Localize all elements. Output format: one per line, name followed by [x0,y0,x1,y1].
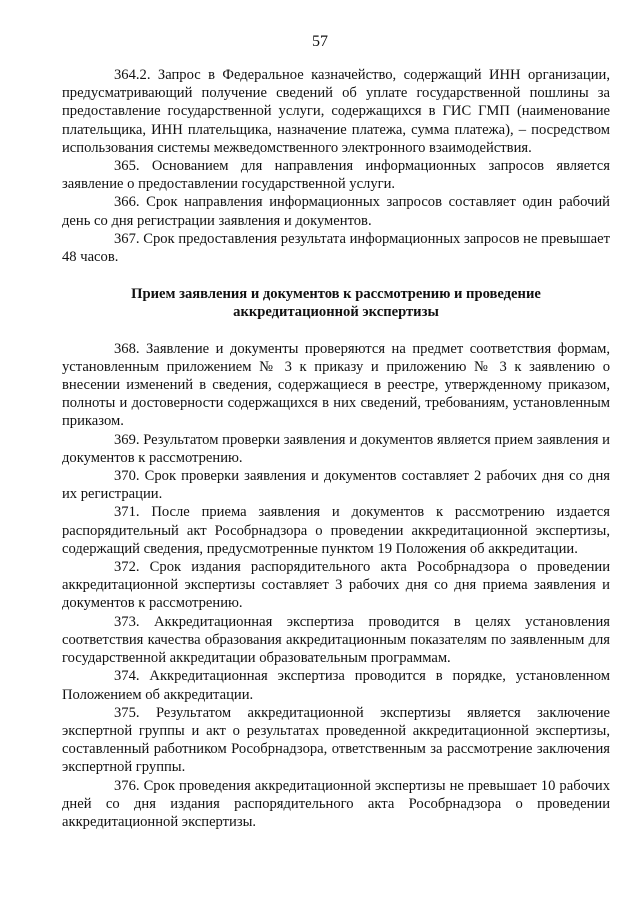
page-number: 57 [312,33,328,50]
paragraph-375: 375. Результатом аккредитационной экспертизы является заключение экспертной группы и акт о результатах проведенной аккредитационной экспертизы, составленный работником Рособрнадзора, ответственным за рассмотрение заключения экспертной группы. [62,704,610,776]
paragraph-367: 367. Срок предоставления результата информационных запросов не превышает 48 часов. [62,230,610,266]
paragraph-365: 365. Основанием для направления информационных запросов является заявление о предоставлении государственной услуги. [62,158,610,193]
paragraph-371: 371. После приема заявления и документов к рассмотрению издается распорядительный акт Рособрнадзора о проведении аккредитационной экспертизы, содержащий сведения, предусмотренные пунктом 19 Положения об аккредитации. [62,504,610,557]
paragraph-373: 373. Аккредитационная экспертиза проводится в целях установления соответствия качества образования аккредитационным показателям по заявленным для государственной аккредитации образовательным программам. [62,613,610,667]
paragraph-370: 370. Срок проверки заявления и документов составляет 2 рабочих дня со дня их регистрации. [62,468,610,503]
paragraph-374: 374. Аккредитационная экспертиза проводится в порядке, установленном Положением об аккредитации. [62,668,610,703]
paragraph-366: 366. Срок направления информационных запросов составляет один рабочий день со дня регистрации заявления и документов. [62,194,610,229]
section-heading: Прием заявления и документов к рассмотрению и проведение аккредитационной экспертизы [131,286,541,321]
document-body [62,66,610,831]
paragraph-369: 369. Результатом проверки заявления и документов является прием заявления и документов к рассмотрению. [62,431,610,466]
paragraph-368: 368. Заявление и документы проверяются на предмет соответствия формам, установленным приложением № 3 к приказу и приложению № 3 к заявлению о внесении изменений в сведения, содержащиеся в реестре, утвержденному приказом, полноты и достоверности содержащихся в них сведений, требованиям, установленным приказом. [62,340,610,430]
paragraph-364-2: 364.2. Запрос в Федеральное казначейство, содержащий ИНН организации, предусматривающий получение сведений об уплате государственной пошлины за предоставление государственной услуги, содержащихся в ГИС ГМП (наименование плательщика, ИНН плательщика, назначение платежа, сумма платежа), – посредством использования системы межведомственного электронного взаимодействия. [62,67,610,156]
paragraph-376: 376. Срок проведения аккредитационной экспертизы не превышает 10 рабочих дней со дня издания распорядительного акта Рособрнадзора о проведении аккредитационной экспертизы. [62,777,610,830]
paragraph-372: 372. Срок издания распорядительного акта Рособрнадзора о проведении аккредитационной экспертизы составляет 3 рабочих дня со дня приема заявления и документов к рассмотрению. [62,559,610,612]
